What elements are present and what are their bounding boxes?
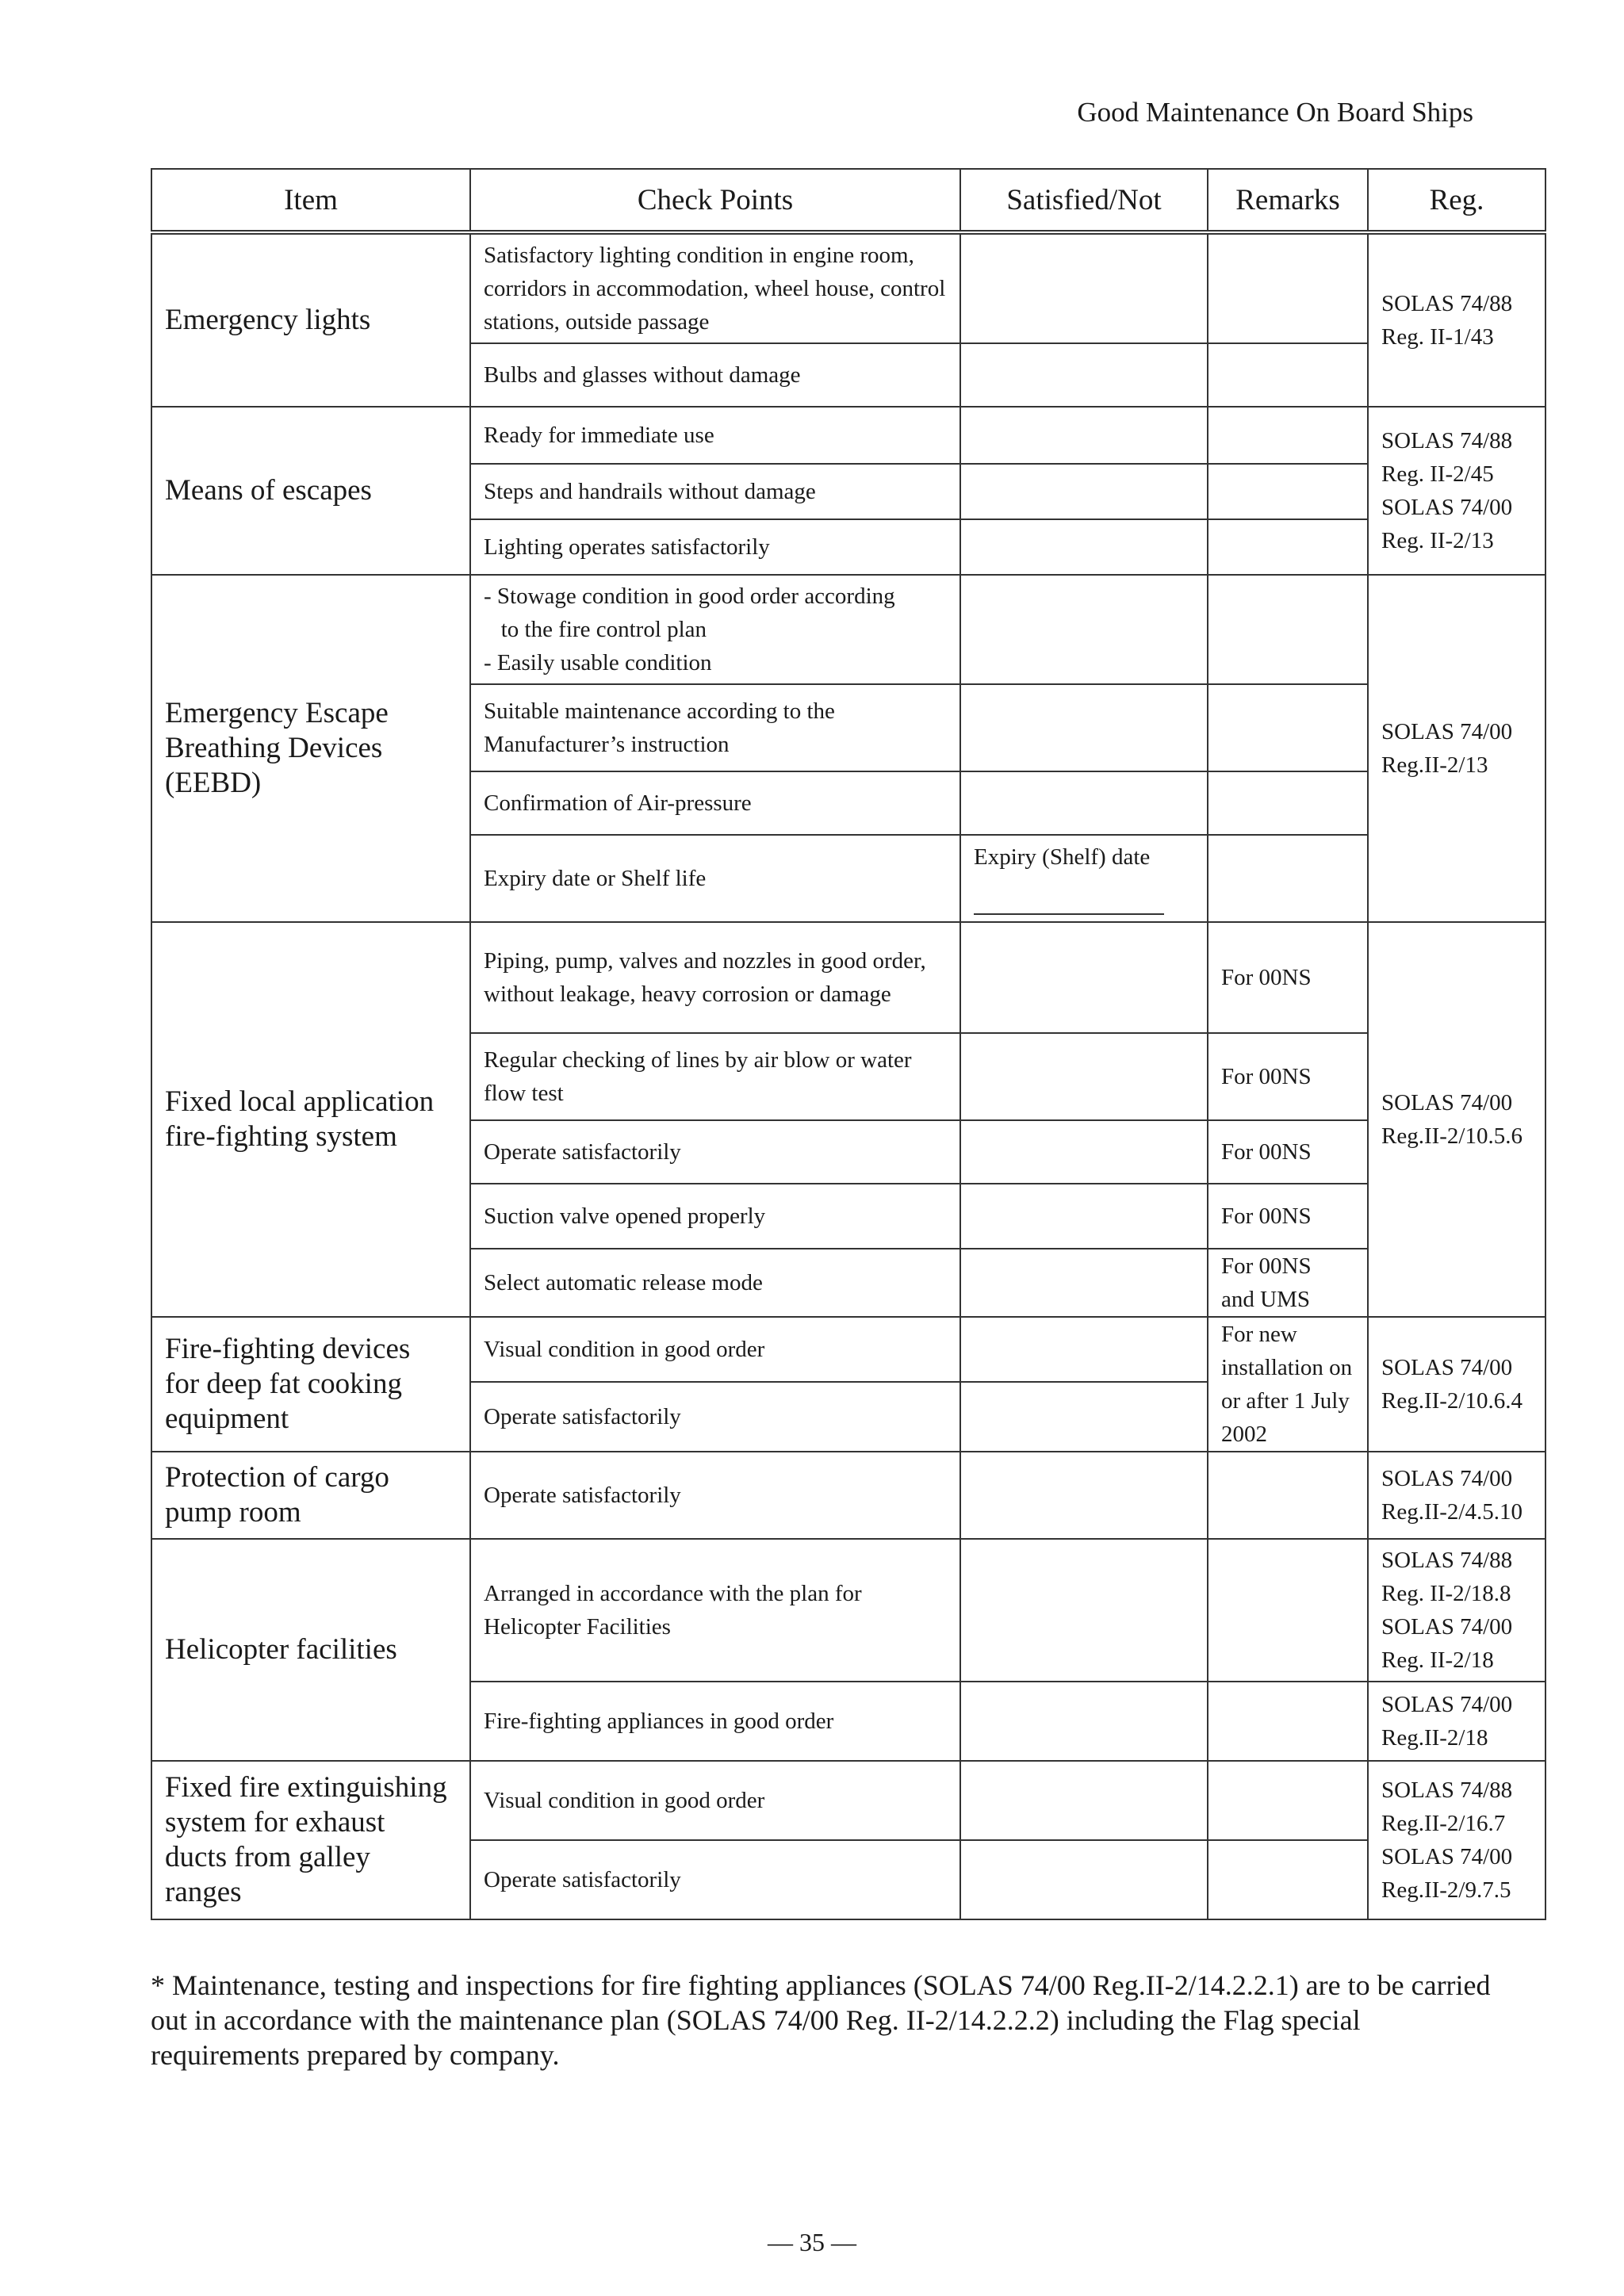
check-point-cell: Expiry date or Shelf life xyxy=(470,835,960,922)
header-satisfied: Satisfied/Not xyxy=(960,169,1208,232)
table-row xyxy=(151,575,1545,684)
item-cell: Emergency lights xyxy=(151,232,470,407)
remarks-cell: For 00NS xyxy=(1208,922,1368,1033)
regulation-cell: SOLAS 74/00 Reg.II-2/18 xyxy=(1368,1682,1545,1761)
satisfied-cell[interactable] xyxy=(960,1840,1208,1919)
check-point-cell: Visual condition in good order xyxy=(470,1317,960,1382)
table-row xyxy=(151,922,1545,1033)
satisfied-cell[interactable] xyxy=(960,1317,1208,1382)
remarks-cell: For 00NS xyxy=(1208,1033,1368,1120)
item-cell: Emergency Escape Breathing Devices (EEBD) xyxy=(151,575,470,922)
item-cell: Protection of cargo pump room xyxy=(151,1452,470,1539)
table-row xyxy=(151,1761,1545,1840)
check-point-cell: Regular checking of lines by air blow or water flow test xyxy=(470,1033,960,1120)
check-point-cell: Select automatic release mode xyxy=(470,1249,960,1317)
check-point-cell: Bulbs and glasses without damage xyxy=(470,343,960,407)
satisfied-cell[interactable] xyxy=(960,343,1208,407)
table-row xyxy=(151,407,1545,464)
maintenance-checklist-table xyxy=(151,168,1546,1920)
remarks-cell: For new installation on or after 1 July 2002 xyxy=(1208,1317,1368,1452)
item-cell: Helicopter facilities xyxy=(151,1539,470,1761)
remarks-cell xyxy=(1208,835,1368,922)
page-number: — 35 — xyxy=(768,2228,856,2256)
satisfied-cell[interactable] xyxy=(960,407,1208,464)
check-point-cell: Lighting operates satisfactorily xyxy=(470,519,960,575)
regulation-cell: SOLAS 74/88 Reg. II-2/18.8 SOLAS 74/00 Reg. II-2/18 xyxy=(1368,1539,1545,1682)
satisfied-cell[interactable] xyxy=(960,922,1208,1033)
remarks-cell xyxy=(1208,1682,1368,1761)
remarks-cell: For 00NS xyxy=(1208,1184,1368,1249)
running-header: Good Maintenance On Board Ships xyxy=(1077,97,1473,128)
satisfied-cell[interactable] xyxy=(960,1539,1208,1682)
satisfied-cell[interactable] xyxy=(960,771,1208,835)
header-check-points: Check Points xyxy=(470,169,960,232)
item-cell: Fixed local application fire-fighting system xyxy=(151,922,470,1317)
satisfied-cell[interactable] xyxy=(960,1184,1208,1249)
remarks-cell xyxy=(1208,464,1368,519)
table-row xyxy=(151,1539,1545,1682)
remarks-cell xyxy=(1208,771,1368,835)
check-point-cell: - Stowage condition in good order according to the fire control plan - Easily usable condition xyxy=(470,575,960,684)
check-point-cell: Ready for immediate use xyxy=(470,407,960,464)
satisfied-cell[interactable] xyxy=(960,1249,1208,1317)
satisfied-cell[interactable] xyxy=(960,1033,1208,1120)
satisfied-cell[interactable] xyxy=(960,232,1208,343)
check-point-cell: Confirmation of Air-pressure xyxy=(470,771,960,835)
satisfied-cell[interactable] xyxy=(960,1382,1208,1452)
check-point-cell: Fire-fighting appliances in good order xyxy=(470,1682,960,1761)
satisfied-cell[interactable] xyxy=(960,1682,1208,1761)
regulation-cell: SOLAS 74/00 Reg.II-2/13 xyxy=(1368,575,1545,922)
regulation-cell: SOLAS 74/88 Reg. II-1/43 xyxy=(1368,232,1545,407)
item-cell: Fixed fire extinguishing system for exhaust ducts from galley ranges xyxy=(151,1761,470,1919)
header-item: Item xyxy=(151,169,470,232)
remarks-cell xyxy=(1208,232,1368,343)
regulation-cell: SOLAS 74/00 Reg.II-2/10.5.6 xyxy=(1368,922,1545,1317)
satisfied-cell[interactable] xyxy=(960,575,1208,684)
header-reg: Reg. xyxy=(1368,169,1545,232)
check-point-cell: Operate satisfactorily xyxy=(470,1840,960,1919)
satisfied-cell[interactable] xyxy=(960,519,1208,575)
remarks-cell: For 00NS and UMS xyxy=(1208,1249,1368,1317)
check-point-cell: Arranged in accordance with the plan for Helicopter Facilities xyxy=(470,1539,960,1682)
remarks-cell xyxy=(1208,343,1368,407)
remarks-cell xyxy=(1208,519,1368,575)
table-row xyxy=(151,1317,1545,1382)
satisfied-cell[interactable] xyxy=(960,1761,1208,1840)
remarks-cell xyxy=(1208,1840,1368,1919)
item-cell: Fire-fighting devices for deep fat cooking equipment xyxy=(151,1317,470,1452)
satisfied-cell[interactable] xyxy=(960,835,1208,922)
regulation-cell: SOLAS 74/88 Reg. II-2/45 SOLAS 74/00 Reg. II-2/13 xyxy=(1368,407,1545,575)
remarks-cell xyxy=(1208,1452,1368,1539)
check-point-cell: Steps and handrails without damage xyxy=(470,464,960,519)
expiry-date-blank[interactable] xyxy=(974,880,1164,915)
footnote: * Maintenance, testing and inspections for fire fighting appliances (SOLAS 74/00 Reg.II-2/14.2.2.1) are to be carried out in accordance with the maintenance plan (SOLAS 74/00 Reg. II-2/14.2.2.2) including the Flag special requirements prepared by company. xyxy=(151,1969,1491,2071)
satisfied-cell[interactable] xyxy=(960,1452,1208,1539)
check-point-cell: Piping, pump, valves and nozzles in good order, without leakage, heavy corrosion or damage xyxy=(470,922,960,1033)
satisfied-cell[interactable] xyxy=(960,464,1208,519)
check-point-cell: Satisfactory lighting condition in engine room, corridors in accommodation, wheel house, control stations, outside passage xyxy=(470,232,960,343)
satisfied-cell[interactable] xyxy=(960,1120,1208,1184)
remarks-cell xyxy=(1208,1539,1368,1682)
check-point-cell: Operate satisfactorily xyxy=(470,1382,960,1452)
table-header-row xyxy=(151,169,1545,232)
regulation-cell: SOLAS 74/88 Reg.II-2/16.7 SOLAS 74/00 Reg.II-2/9.7.5 xyxy=(1368,1761,1545,1919)
check-point-cell: Suitable maintenance according to the Manufacturer’s instruction xyxy=(470,684,960,771)
check-point-cell: Suction valve opened properly xyxy=(470,1184,960,1249)
remarks-cell xyxy=(1208,684,1368,771)
table-row xyxy=(151,232,1545,343)
remarks-cell xyxy=(1208,1761,1368,1840)
expiry-date-label: Expiry (Shelf) date xyxy=(974,844,1151,870)
remarks-cell xyxy=(1208,407,1368,464)
regulation-cell: SOLAS 74/00 Reg.II-2/10.6.4 xyxy=(1368,1317,1545,1452)
table-row xyxy=(151,1452,1545,1539)
remarks-cell xyxy=(1208,575,1368,684)
check-point-cell: Operate satisfactorily xyxy=(470,1120,960,1184)
check-point-cell: Operate satisfactorily xyxy=(470,1452,960,1539)
header-remarks: Remarks xyxy=(1208,169,1368,232)
satisfied-cell[interactable] xyxy=(960,684,1208,771)
remarks-cell: For 00NS xyxy=(1208,1120,1368,1184)
regulation-cell: SOLAS 74/00 Reg.II-2/4.5.10 xyxy=(1368,1452,1545,1539)
item-cell: Means of escapes xyxy=(151,407,470,575)
check-point-cell: Visual condition in good order xyxy=(470,1761,960,1840)
